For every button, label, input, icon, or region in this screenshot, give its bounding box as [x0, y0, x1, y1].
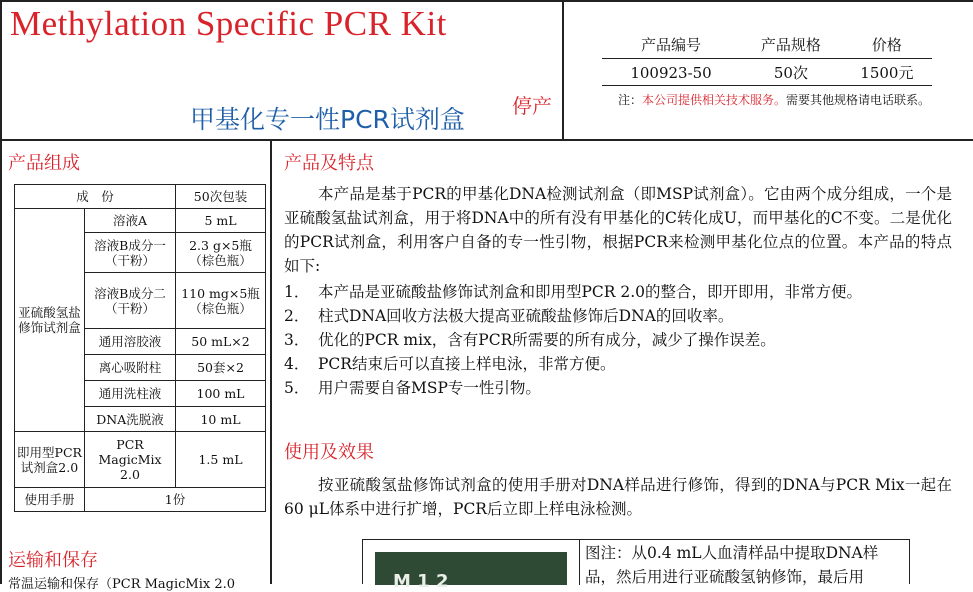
features-title: 产品及特点: [284, 153, 374, 174]
item-amount: 50 mL×2: [176, 329, 266, 355]
product-title-cn: 甲基化专一性PCR试剂盒: [190, 105, 465, 134]
manual-amount: 1份: [85, 488, 266, 512]
spec-header-row: [602, 32, 932, 59]
item-amount: 2.3 g×5瓶（棕色瓶）: [176, 233, 266, 273]
item-name: 溶液B成分二（干粉）: [85, 273, 176, 329]
item-name: DNA洗脱液: [85, 407, 176, 432]
spec-header-price: 价格: [842, 32, 932, 59]
composition-table: [14, 184, 266, 512]
table-row: [15, 209, 266, 233]
col-pack: 50次包装: [176, 185, 266, 209]
item-amount: 1.5 mL: [176, 432, 266, 488]
table-row: [15, 488, 266, 512]
list-item: 5． 用户需要自备MSP专一性引物。: [284, 379, 541, 397]
item-name: 通用溶胶液: [85, 329, 176, 355]
item-name: 离心吸附柱: [85, 355, 176, 381]
spec-data-row: [602, 59, 932, 86]
item-amount: 10 mL: [176, 407, 266, 432]
figure-caption: 图注：从0.4 mL人血清样品中提取DNA样品，然后用进行亚硫酸氢钠修饰，最后用: [585, 544, 879, 586]
item-name: PCR MagicMix 2.0: [85, 432, 176, 488]
storage-text: 常温运输和保存（PCR MagicMix 2.0: [8, 577, 236, 592]
item-amount: 110 mg×5瓶（棕色瓶）: [176, 273, 266, 329]
left-column: [2, 141, 272, 584]
composition-title: 产品组成: [8, 153, 80, 174]
list-item: 2． 柱式DNA回收方法极大提高亚硫酸盐修饰后DNA的回收率。: [284, 307, 734, 325]
col-component: 成 份: [15, 185, 176, 209]
list-item: 1． 本产品是亚硫酸盐修饰试剂盒和即用型PCR 2.0的整合，即开即用，非常方便。: [284, 283, 863, 301]
item-name: 溶液B成分一（干粉）: [85, 233, 176, 273]
spec-header-code: 产品编号: [602, 32, 740, 59]
spec-header-size: 产品规格: [740, 32, 842, 59]
list-item: 4． PCR结束后可以直接上样电泳，非常方便。: [284, 355, 616, 373]
list-item: 3． 优化的PCR mix，含有PCR所需要的所有成分，减少了操作误差。: [284, 331, 776, 349]
spec-code: 100923-50: [602, 59, 740, 86]
group-pcr-kit: 即用型PCR试剂盒2.0: [15, 432, 85, 488]
figure-divider: [579, 540, 580, 585]
note-prefix: 注：: [618, 93, 643, 107]
manual-label: 使用手册: [15, 488, 85, 512]
header-title-panel: [2, 2, 564, 139]
gel-figure: [362, 539, 910, 592]
composition-header-row: [15, 185, 266, 209]
item-amount: 100 mL: [176, 381, 266, 407]
features-intro: 本产品是基于PCR的甲基化DNA检测试剂盒（即MSP试剂盒）。它由两个成分组成，一个是亚硫酸氢盐试剂盒，用于将DNA中的所有没有甲基化的C转化成U，而甲基化的C不变。二是优化的PCR试剂盒，利用客户自备的专一性引物，根据PCR来检测甲基化位点的位置。本产品的特点如下:: [284, 185, 952, 275]
gel-lane-labels: M 1 2: [393, 571, 449, 592]
product-title-en: Methylation Specific PCR Kit: [10, 4, 447, 43]
storage-title: 运输和保存: [8, 550, 98, 571]
service-note: [618, 93, 938, 108]
group-bisulfite-kit: 亚硫酸氢盐修饰试剂盒: [15, 209, 85, 432]
spec-price: 1500元: [842, 59, 932, 86]
features-list: [284, 280, 964, 400]
spec-size: 50次: [740, 59, 842, 86]
item-name: 溶液A: [85, 209, 176, 233]
spec-table: [602, 32, 932, 86]
discontinued-label: 停产: [512, 94, 552, 118]
header-spec-panel: [566, 2, 973, 139]
usage-text: 按亚硫酸氢盐修饰试剂盒的使用手册对DNA样品进行修饰，得到的DNA与PCR Mix一起在60 μL体系中进行扩增，PCR后立即上样电泳检测。: [284, 476, 952, 518]
item-amount: 50套×2: [176, 355, 266, 381]
table-row: [15, 432, 266, 488]
item-amount: 5 mL: [176, 209, 266, 233]
item-name: 通用洗柱液: [85, 381, 176, 407]
usage-title: 使用及效果: [284, 442, 374, 463]
note-rest: 需要其他规格请电话联系。: [786, 93, 931, 107]
note-highlight: 本公司提供相关技术服务。: [642, 93, 787, 107]
